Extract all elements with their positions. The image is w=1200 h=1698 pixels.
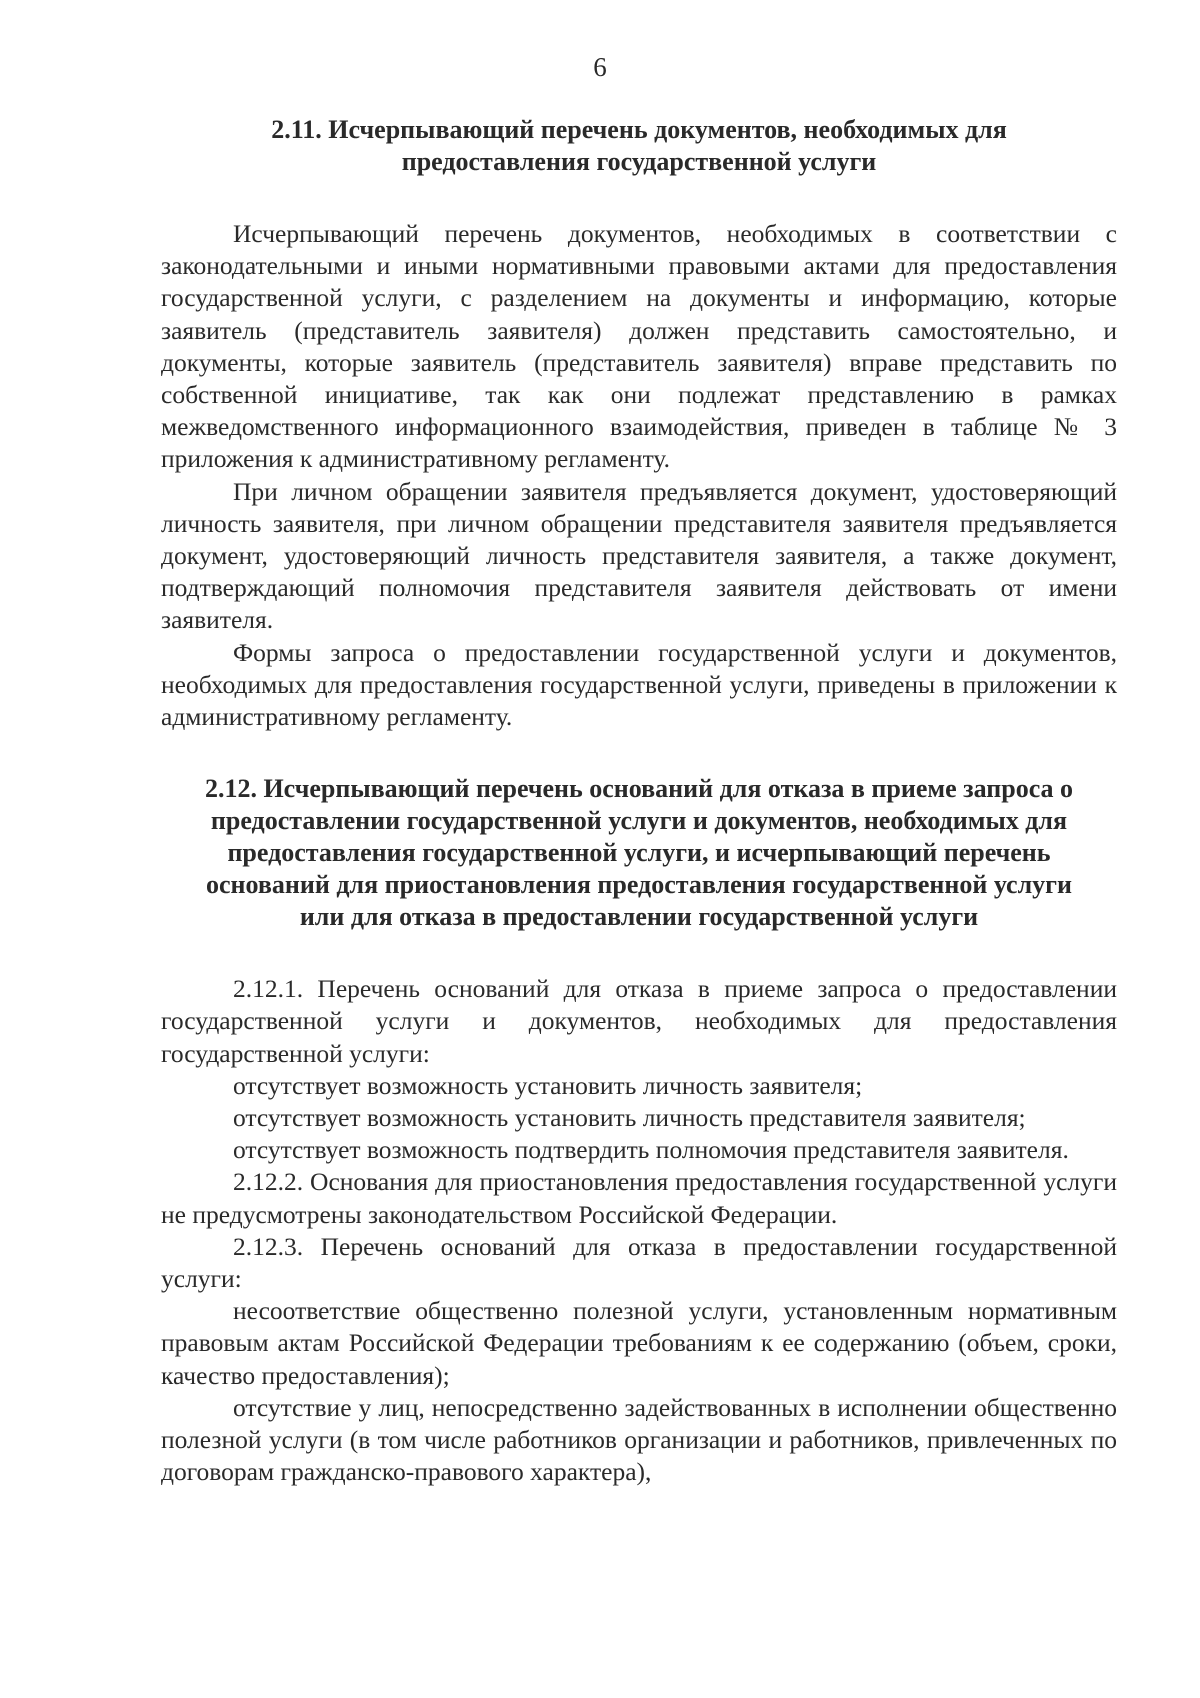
- clause-2-12-1: 2.12.1. Перечень оснований для отказа в приеме запроса о предоставлении государственной услуги и документов, необходимых для предоставления государственной услуги:: [161, 974, 1117, 1068]
- list-item: отсутствие у лиц, непосредственно задействованных в исполнении общественно полезной услуги (в том числе работников организации и работников, привлеченных по договорам гражданско-правового характера),: [161, 1392, 1117, 1487]
- paragraph: Формы запроса о предоставлении государственной услуги и документов, необходимых для предоставления государственной услуги, приведены в приложении к административному регламенту.: [161, 637, 1117, 732]
- heading-line: предоставления государственной услуги, и исчерпывающий перечень: [227, 838, 1051, 868]
- heading-line: 2.11. Исчерпывающий перечень документов, необходимых для: [271, 115, 1007, 144]
- list-item: несоответствие общественно полезной услуги, установленным нормативным правовым актам Российской Федерации требованиям к ее содержанию (объем, сроки, качество предоставления);: [161, 1296, 1117, 1390]
- document-body: [161, 106, 1117, 1489]
- paragraph: При личном обращении заявителя предъявляется документ, удостоверяющий личность заявителя, при личном обращении представителя заявителя предъявляется документ, удостоверяющий личность представителя заявителя, а также документ, подтверждающий полномочия представителя заявителя действовать от имени заявителя.: [161, 476, 1117, 635]
- paragraph: Исчерпывающий перечень документов, необходимых в соответствии с законодательными и иными нормативными правовыми актами для предоставления государственной услуги, с разделением на документы и информацию, которые заявитель (представитель заявителя) должен представить самостоятельно, и документы, которые заявитель (представитель заявителя) вправе представить по собственной инициативе, так как они подлежат представлению в рамках межведомственного информационного взаимодействия, приведен в таблице № 3 приложения к административному регламенту.: [161, 219, 1117, 474]
- heading-line: 2.12. Исчерпывающий перечень оснований для отказа в приеме запроса о: [204, 774, 1074, 804]
- heading-line: предоставления государственной услуги: [401, 147, 877, 176]
- list-item: отсутствует возможность подтвердить полномочия представителя заявителя.: [233, 1135, 1069, 1165]
- heading-line: предоставлении государственной услуги и документов, необходимых для: [210, 806, 1068, 836]
- clause-2-12-3: 2.12.3. Перечень оснований для отказа в предоставлении государственной услуги:: [161, 1231, 1117, 1294]
- page-number: 6: [593, 52, 607, 82]
- heading-line: оснований для приостановления предоставления государственной услуги: [206, 870, 1072, 900]
- heading-line: или для отказа в предоставлении государственной услуги: [299, 902, 979, 932]
- list-item: отсутствует возможность установить личность заявителя;: [233, 1070, 863, 1100]
- clause-2-12-2: 2.12.2. Основания для приостановления предоставления государственной услуги не предусмотрены законодательством Российской Федерации.: [161, 1167, 1117, 1229]
- section-2-12-heading: [161, 773, 1117, 933]
- section-2-11-heading: [161, 114, 1117, 178]
- list-item: отсутствует возможность установить личность представителя заявителя;: [233, 1103, 1026, 1133]
